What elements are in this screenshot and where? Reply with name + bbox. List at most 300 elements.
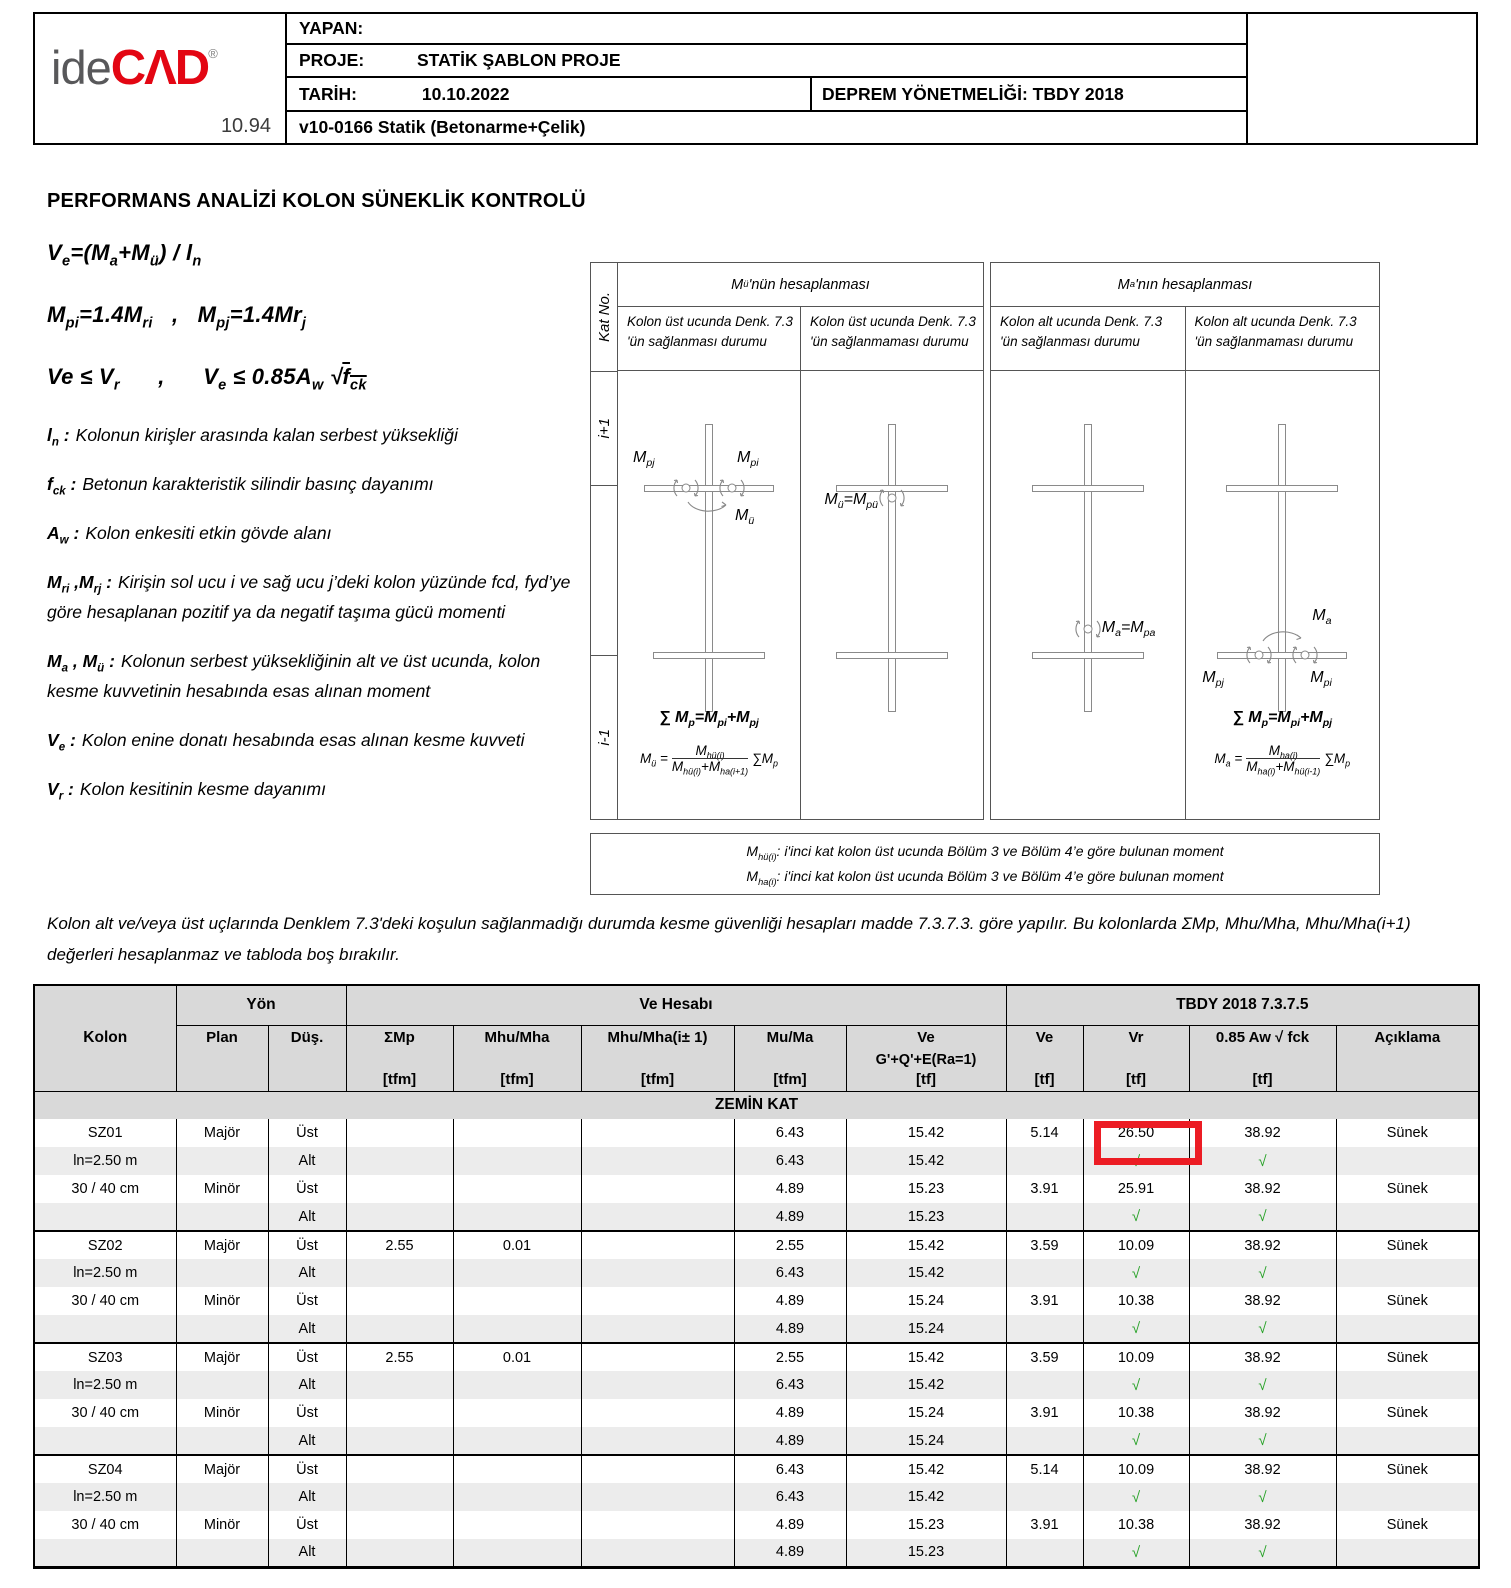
formula-check: $Ve \le V_r$ , $V_e \le 0.85A_w$ $√f_{ck}$ xyxy=(47,364,367,394)
table-cell: √ xyxy=(1189,1315,1336,1343)
table-cell xyxy=(346,1371,453,1399)
table-cell: Alt xyxy=(268,1315,346,1343)
table-cell xyxy=(176,1539,268,1567)
table-cell: 3.91 xyxy=(1006,1511,1083,1539)
col-unit: [tfm] xyxy=(382,1070,417,1088)
table-cell xyxy=(346,1259,453,1287)
table-cell: 3.91 xyxy=(1006,1399,1083,1427)
footnote-mhu: $M_{hü(i)}$: i'inci kat kolon üst ucunda Bölüm 3 ve Bölüm 4’e göre bulunan moment xyxy=(746,842,1224,862)
table-row xyxy=(34,1455,1479,1483)
logo-version: 10.94 xyxy=(220,115,271,137)
table-cell xyxy=(581,1119,734,1147)
mpj-label: $M_{pj}$ xyxy=(1202,669,1224,690)
table-cell: 15.23 xyxy=(846,1203,1006,1231)
table-cell xyxy=(453,1287,581,1315)
col-header-ve-gqe xyxy=(846,1025,1006,1091)
section-row xyxy=(34,1091,1479,1119)
table-cell: Sünek xyxy=(1336,1287,1479,1315)
table-cell xyxy=(581,1259,734,1287)
definition-term: $V_e$ : xyxy=(47,730,76,754)
table-cell: Majör xyxy=(176,1343,268,1371)
table-cell xyxy=(453,1511,581,1539)
moment-symbol-icon xyxy=(877,483,907,513)
lower-beam xyxy=(836,652,948,659)
table-cell: 2.55 xyxy=(734,1343,846,1371)
kat-no-axis xyxy=(591,263,618,819)
upper-beam xyxy=(1226,485,1338,492)
table-cell: 25.91 xyxy=(1083,1175,1189,1203)
fraction-lhs: $M_ü$ = xyxy=(640,751,668,769)
upper-beam xyxy=(1032,485,1144,492)
table-cell xyxy=(1336,1315,1479,1343)
ma-label: $M_a$ xyxy=(1312,607,1332,628)
table-cell: 4.89 xyxy=(734,1315,846,1343)
table-cell: 38.92 xyxy=(1189,1343,1336,1371)
col-unit: [tf] xyxy=(1034,1070,1055,1088)
mu-mpu-label: $M_ü=M_{pü}$ xyxy=(824,491,878,512)
mu-panel-main xyxy=(618,263,983,819)
table-cell: 4.89 xyxy=(734,1427,846,1455)
table-cell: 38.92 xyxy=(1189,1287,1336,1315)
table-cell: √ xyxy=(1083,1427,1189,1455)
definition-text: Kolonun serbest yüksekliğinin alt ve üst ucunda, kolon kesme kuvvetinin hesabında esas alınan moment xyxy=(47,651,541,701)
table-row xyxy=(34,1483,1479,1511)
table-cell: 15.42 xyxy=(846,1343,1006,1371)
table-cell: 10.38 xyxy=(1083,1287,1189,1315)
definition-mri-mrj xyxy=(47,567,579,627)
case-ma-satisfied xyxy=(991,307,1186,819)
upper-beam xyxy=(644,485,774,492)
col-header-yon: Yön xyxy=(176,985,346,1025)
col-header-ve xyxy=(1006,1025,1083,1091)
table-cell xyxy=(34,1203,176,1231)
logo-cad: CΛD xyxy=(110,41,209,95)
col-header-ve-hesabi: Ve Hesabı xyxy=(346,985,1006,1025)
table-cell xyxy=(346,1539,453,1567)
table-cell xyxy=(346,1175,453,1203)
column-sketch-4 xyxy=(1186,371,1380,819)
table-cell: Majör xyxy=(176,1231,268,1259)
table-cell xyxy=(453,1455,581,1483)
table-cell: 10.09 xyxy=(1083,1455,1189,1483)
table-cell xyxy=(581,1203,734,1231)
col-label: Açıklama xyxy=(1374,1028,1441,1046)
col-label: Mu/Ma xyxy=(766,1028,814,1046)
table-cell xyxy=(453,1483,581,1511)
table-cell: 4.89 xyxy=(734,1399,846,1427)
table-cell: √ xyxy=(1189,1539,1336,1567)
col-header-dus xyxy=(268,1025,346,1091)
table-cell: 10.09 xyxy=(1083,1231,1189,1259)
table-cell: Sünek xyxy=(1336,1455,1479,1483)
table-cell: Majör xyxy=(176,1119,268,1147)
formula-ve: $V_e=(M_a+M_ü) / l_n$ xyxy=(47,240,202,270)
table-cell xyxy=(581,1511,734,1539)
mu-arc-icon xyxy=(685,498,729,520)
table-cell: Üst xyxy=(268,1455,346,1483)
table-cell xyxy=(453,1175,581,1203)
table-cell: Minör xyxy=(176,1399,268,1427)
table-cell: 4.89 xyxy=(734,1287,846,1315)
table-cell xyxy=(1336,1483,1479,1511)
col-unit: [tf] xyxy=(916,1070,936,1088)
col-unit: [tf] xyxy=(1252,1070,1273,1088)
table-cell xyxy=(346,1315,453,1343)
table-cell: √ xyxy=(1083,1147,1189,1175)
table-cell xyxy=(581,1539,734,1567)
table-cell: 5.14 xyxy=(1006,1455,1083,1483)
logo-ide: ide xyxy=(51,41,111,94)
version-row xyxy=(287,112,1246,143)
case-description: Kolon alt ucunda Denk. 7.3 'ün sağlanmaması durumu xyxy=(1186,307,1380,371)
table-cell: 4.89 xyxy=(734,1511,846,1539)
table-cell xyxy=(1006,1539,1083,1567)
story-i-plus-1 xyxy=(591,372,617,486)
case-mu-not-satisfied xyxy=(801,307,983,819)
table-cell xyxy=(176,1147,268,1175)
table-cell: 30 / 40 cm xyxy=(34,1175,176,1203)
table-row xyxy=(34,1175,1479,1203)
table-cell: ln=2.50 m xyxy=(34,1147,176,1175)
table-cell: Sünek xyxy=(1336,1175,1479,1203)
table-cell: Üst xyxy=(268,1399,346,1427)
table-cell xyxy=(1006,1147,1083,1175)
table-cell xyxy=(34,1315,176,1343)
table-cell xyxy=(176,1315,268,1343)
table-cell: 38.92 xyxy=(1189,1231,1336,1259)
table-cell xyxy=(346,1399,453,1427)
table-cell xyxy=(34,1427,176,1455)
definition-term: $A_w$ : xyxy=(47,523,80,547)
table-cell: SZ01 xyxy=(34,1119,176,1147)
table-row xyxy=(34,1539,1479,1567)
table-cell xyxy=(1006,1427,1083,1455)
table-cell: 15.24 xyxy=(846,1399,1006,1427)
deprem-yonetmeligi-cell xyxy=(810,78,1246,110)
table-cell xyxy=(1336,1203,1479,1231)
table-cell: 15.42 xyxy=(846,1231,1006,1259)
table-cell: 30 / 40 cm xyxy=(34,1511,176,1539)
table-row xyxy=(34,1427,1479,1455)
column-bar xyxy=(888,424,896,712)
table-cell: 26.50 xyxy=(1083,1119,1189,1147)
table-cell xyxy=(581,1175,734,1203)
col-header-plan xyxy=(176,1025,268,1091)
story-i-minus-1 xyxy=(591,656,617,819)
table-cell xyxy=(176,1427,268,1455)
table-cell xyxy=(581,1147,734,1175)
table-cell: 6.43 xyxy=(734,1259,846,1287)
table-cell: SZ02 xyxy=(34,1231,176,1259)
kat-no-header xyxy=(591,263,617,372)
fraction-rhs: $\sum M_p$ xyxy=(752,751,778,769)
table-cell: 2.55 xyxy=(734,1231,846,1259)
col-header-kolon: Kolon xyxy=(34,985,176,1091)
table-cell: Üst xyxy=(268,1119,346,1147)
table-cell: 15.24 xyxy=(846,1287,1006,1315)
table-cell: 30 / 40 cm xyxy=(34,1399,176,1427)
definition-ln xyxy=(47,420,579,450)
ma-fraction-formula xyxy=(1186,743,1380,777)
story-i xyxy=(591,486,617,656)
table-cell: Alt xyxy=(268,1427,346,1455)
deprem-text: DEPREM YÖNETMELİĞİ: TBDY 2018 xyxy=(822,83,1124,104)
definition-text: Kolon enkesiti etkin gövde alanı xyxy=(85,523,332,543)
fraction-denominator: $M_{hü(i)}+M_{ha(i+1)}$ xyxy=(671,759,749,777)
proje-value: STATİK ŞABLON PROJE xyxy=(417,50,621,70)
table-cell: 15.23 xyxy=(846,1175,1006,1203)
definition-text: Kolon kesitinin kesme dayanımı xyxy=(79,779,326,799)
table-row xyxy=(34,1147,1479,1175)
col-header-sigma-mp xyxy=(346,1025,453,1091)
table-cell xyxy=(1006,1203,1083,1231)
table-cell: 3.91 xyxy=(1006,1175,1083,1203)
table-cell: Üst xyxy=(268,1343,346,1371)
table-cell: 0.01 xyxy=(453,1231,581,1259)
table-cell: 4.89 xyxy=(734,1175,846,1203)
table-cell xyxy=(346,1483,453,1511)
col-label: Mhu/Mha(i± 1) xyxy=(607,1028,708,1046)
table-cell xyxy=(176,1259,268,1287)
table-cell: 6.43 xyxy=(734,1455,846,1483)
table-cell xyxy=(34,1539,176,1567)
table-cell: Üst xyxy=(268,1511,346,1539)
column-bar xyxy=(705,424,713,712)
table-cell xyxy=(1006,1371,1083,1399)
table-cell xyxy=(346,1455,453,1483)
col-unit: [tfm] xyxy=(773,1070,807,1088)
col-label: Ve xyxy=(917,1028,935,1046)
table-cell: √ xyxy=(1189,1259,1336,1287)
table-cell: SZ03 xyxy=(34,1343,176,1371)
table-cell: Minör xyxy=(176,1511,268,1539)
table-cell: Alt xyxy=(268,1203,346,1231)
table-cell xyxy=(453,1427,581,1455)
mpj-label: $M_{pj}$ xyxy=(633,449,655,470)
table-cell xyxy=(1336,1147,1479,1175)
column-bar xyxy=(1278,424,1286,712)
column-bar xyxy=(1084,424,1092,712)
table-cell: 15.42 xyxy=(846,1147,1006,1175)
col-header-mu-ma xyxy=(734,1025,846,1091)
table-cell: 4.89 xyxy=(734,1203,846,1231)
yapan-row xyxy=(287,14,1246,45)
table-cell: √ xyxy=(1083,1203,1189,1231)
table-cell: 38.92 xyxy=(1189,1399,1336,1427)
definition-term: $f_{ck}$ : xyxy=(47,474,77,498)
col-header-mhu-mha xyxy=(453,1025,581,1091)
table-cell xyxy=(581,1399,734,1427)
col-unit: [tf] xyxy=(1126,1070,1146,1088)
table-cell: Minör xyxy=(176,1287,268,1315)
table-cell xyxy=(176,1371,268,1399)
table-cell xyxy=(1336,1371,1479,1399)
tarih-label: TARİH: xyxy=(299,83,357,104)
table-cell: ln=2.50 m xyxy=(34,1483,176,1511)
fraction-numerator: $M_{hü(i)}$ xyxy=(695,743,725,761)
table-cell: Sünek xyxy=(1336,1399,1479,1427)
column-sketch-2 xyxy=(801,371,983,819)
mu-label: $M_ü$ xyxy=(735,507,755,528)
lower-beam xyxy=(653,652,765,659)
table-cell: 15.23 xyxy=(846,1511,1006,1539)
table-cell: Alt xyxy=(268,1539,346,1567)
table-cell: 10.38 xyxy=(1083,1511,1189,1539)
table-cell xyxy=(581,1455,734,1483)
table-cell: Alt xyxy=(268,1371,346,1399)
tarih-value: 10.10.2022 xyxy=(421,83,510,104)
results-table xyxy=(33,984,1480,1569)
table-cell xyxy=(1336,1539,1479,1567)
section-label: ZEMİN KAT xyxy=(34,1091,1479,1119)
col-label: 0.85 Aw √ fck xyxy=(1215,1028,1310,1046)
table-cell: 6.43 xyxy=(734,1371,846,1399)
table-cell xyxy=(581,1287,734,1315)
col-unit: [tfm] xyxy=(640,1070,675,1088)
table-cell xyxy=(453,1147,581,1175)
page-title: PERFORMANS ANALİZİ KOLON SÜNEKLİK KONTROLÜ xyxy=(47,190,586,212)
table-cell: √ xyxy=(1189,1147,1336,1175)
table-cell xyxy=(453,1315,581,1343)
table-cell: ln=2.50 m xyxy=(34,1371,176,1399)
kat-no-label: Kat No. xyxy=(595,291,613,343)
table-cell: 6.43 xyxy=(734,1147,846,1175)
table-row xyxy=(34,1287,1479,1315)
col-label: Ve xyxy=(1035,1028,1054,1046)
table-row xyxy=(34,1259,1479,1287)
case-mu-satisfied xyxy=(618,307,801,819)
table-cell: 0.01 xyxy=(453,1343,581,1371)
table-cell: 15.24 xyxy=(846,1315,1006,1343)
definition-ve xyxy=(47,725,579,755)
moment-symbol-icon xyxy=(1073,614,1103,644)
table-cell xyxy=(453,1119,581,1147)
ma-panel-title: M a 'nın hesaplanması xyxy=(991,263,1379,307)
yapan-label: YAPAN: xyxy=(299,18,364,38)
table-cell: Majör xyxy=(176,1455,268,1483)
table-cell: 2.55 xyxy=(346,1231,453,1259)
col-label: Plan xyxy=(206,1028,238,1046)
table-cell: √ xyxy=(1083,1259,1189,1287)
table-cell: Sünek xyxy=(1336,1343,1479,1371)
table-cell: 15.42 xyxy=(846,1119,1006,1147)
fraction-lhs: $M_a$ = xyxy=(1214,751,1243,769)
table-row xyxy=(34,1371,1479,1399)
idecad-logo xyxy=(35,14,287,143)
definition-text: Betonun karakteristik silindir basınç dayanımı xyxy=(82,474,434,494)
diagram-footnotes xyxy=(590,833,1380,895)
definition-term: $l_n$ : xyxy=(47,425,70,449)
mu-panel-title: M ü 'nün hesaplanması xyxy=(618,263,983,307)
definition-text: Kolon enine donatı hesabında esas alınan kesme kuvveti xyxy=(81,730,525,750)
table-cell: Sünek xyxy=(1336,1511,1479,1539)
table-cell xyxy=(176,1203,268,1231)
table-cell: √ xyxy=(1083,1315,1189,1343)
ma-panel-box xyxy=(990,262,1380,820)
table-cell: 3.91 xyxy=(1006,1287,1083,1315)
definition-term: $M_{ri}$ $,M_{rj}$ : xyxy=(47,572,112,596)
table-cell: 2.55 xyxy=(346,1343,453,1371)
sum-mp-formula: ∑ $M_p=M_{pi}+M_{pj}$ xyxy=(659,709,759,730)
table-cell xyxy=(581,1343,734,1371)
table-cell: Alt xyxy=(268,1147,346,1175)
table-cell xyxy=(581,1483,734,1511)
table-cell: Üst xyxy=(268,1175,346,1203)
col-header-tbdy: TBDY 2018 7.3.7.5 xyxy=(1006,985,1479,1025)
fraction-numerator: $M_{ha(i)}$ xyxy=(1268,743,1298,761)
table-cell: 15.42 xyxy=(846,1455,1006,1483)
table-cell: 10.09 xyxy=(1083,1343,1189,1371)
table-cell: ln=2.50 m xyxy=(34,1259,176,1287)
definition-text: Kirişin sol ucu i ve sağ ucu j’deki kolon yüzünde fcd, fyd’ye göre hesaplanan pozitif ya da negatif taşıma gücü momenti xyxy=(47,572,571,622)
table-cell: Sünek xyxy=(1336,1231,1479,1259)
story-label: i-1 xyxy=(595,729,613,746)
col-label: Mhu/Mha xyxy=(484,1028,550,1046)
case-description: Kolon alt ucunda Denk. 7.3 'ün sağlanması durumu xyxy=(991,307,1185,371)
col-label: ΣMp xyxy=(384,1028,415,1046)
lower-beam xyxy=(1217,652,1347,659)
table-cell: √ xyxy=(1189,1427,1336,1455)
table-cell xyxy=(1336,1259,1479,1287)
definition-ma-mu xyxy=(47,646,579,706)
table-cell: 4.89 xyxy=(734,1539,846,1567)
definition-text: Kolonun kirişler arasında kalan serbest yüksekliği xyxy=(75,425,458,445)
table-cell xyxy=(176,1483,268,1511)
ma-arc-icon xyxy=(1260,623,1304,645)
table-cell xyxy=(453,1203,581,1231)
table-cell: √ xyxy=(1083,1539,1189,1567)
report-header xyxy=(33,12,1478,145)
mpi-label: $M_{pi}$ xyxy=(1310,669,1332,690)
header-info xyxy=(287,14,1246,143)
definition-fck xyxy=(47,469,579,499)
mu-fraction-formula xyxy=(618,743,800,777)
ma-mpa-label: $M_a=M_{pa}$ xyxy=(1101,619,1156,640)
case-description: Kolon üst ucunda Denk. 7.3 'ün sağlanmaması durumu xyxy=(801,307,983,371)
table-cell: Sünek xyxy=(1336,1119,1479,1147)
mu-panel-box xyxy=(590,262,984,820)
table-cell: 15.24 xyxy=(846,1427,1006,1455)
story-label: i+1 xyxy=(595,418,613,439)
table-row xyxy=(34,1315,1479,1343)
highlight-box xyxy=(1094,1121,1202,1165)
table-cell: 5.14 xyxy=(1006,1119,1083,1147)
formula-mp: $M_{pi}=1.4M_{ri}$ , $M_{pj}=1.4Mr_j$ xyxy=(47,302,307,332)
footnote-mha: $M_{ha(i)}$: i'inci kat kolon üst ucunda Bölüm 3 ve Bölüm 4’e göre bulunan moment xyxy=(746,868,1224,887)
col-label: Vr xyxy=(1128,1028,1144,1046)
col-header-aw-fck xyxy=(1189,1025,1336,1091)
fraction-denominator: $M_{ha(i)}+M_{hü(i-1)}$ xyxy=(1246,759,1321,777)
proje-row xyxy=(287,45,1246,78)
formula-column xyxy=(47,240,579,823)
registered-mark-icon: ® xyxy=(208,46,218,61)
table-cell xyxy=(346,1427,453,1455)
table-cell: Alt xyxy=(268,1483,346,1511)
table-cell: 38.92 xyxy=(1189,1511,1336,1539)
table-cell xyxy=(346,1287,453,1315)
sum-mp-formula: ∑ $M_p=M_{pi}+M_{pj}$ xyxy=(1232,709,1333,730)
table-cell: √ xyxy=(1189,1203,1336,1231)
table-row xyxy=(34,1343,1479,1371)
table-cell xyxy=(453,1371,581,1399)
col-label: Düş. xyxy=(290,1028,324,1046)
definition-term: $M_a$ , $M_ü$ : xyxy=(47,651,115,675)
table-cell xyxy=(1006,1259,1083,1287)
case-description: Kolon üst ucunda Denk. 7.3 'ün sağlanması durumu xyxy=(618,307,800,371)
table-cell xyxy=(581,1231,734,1259)
col-header-mhu-mha-i1 xyxy=(581,1025,734,1091)
table-cell: 38.92 xyxy=(1189,1455,1336,1483)
